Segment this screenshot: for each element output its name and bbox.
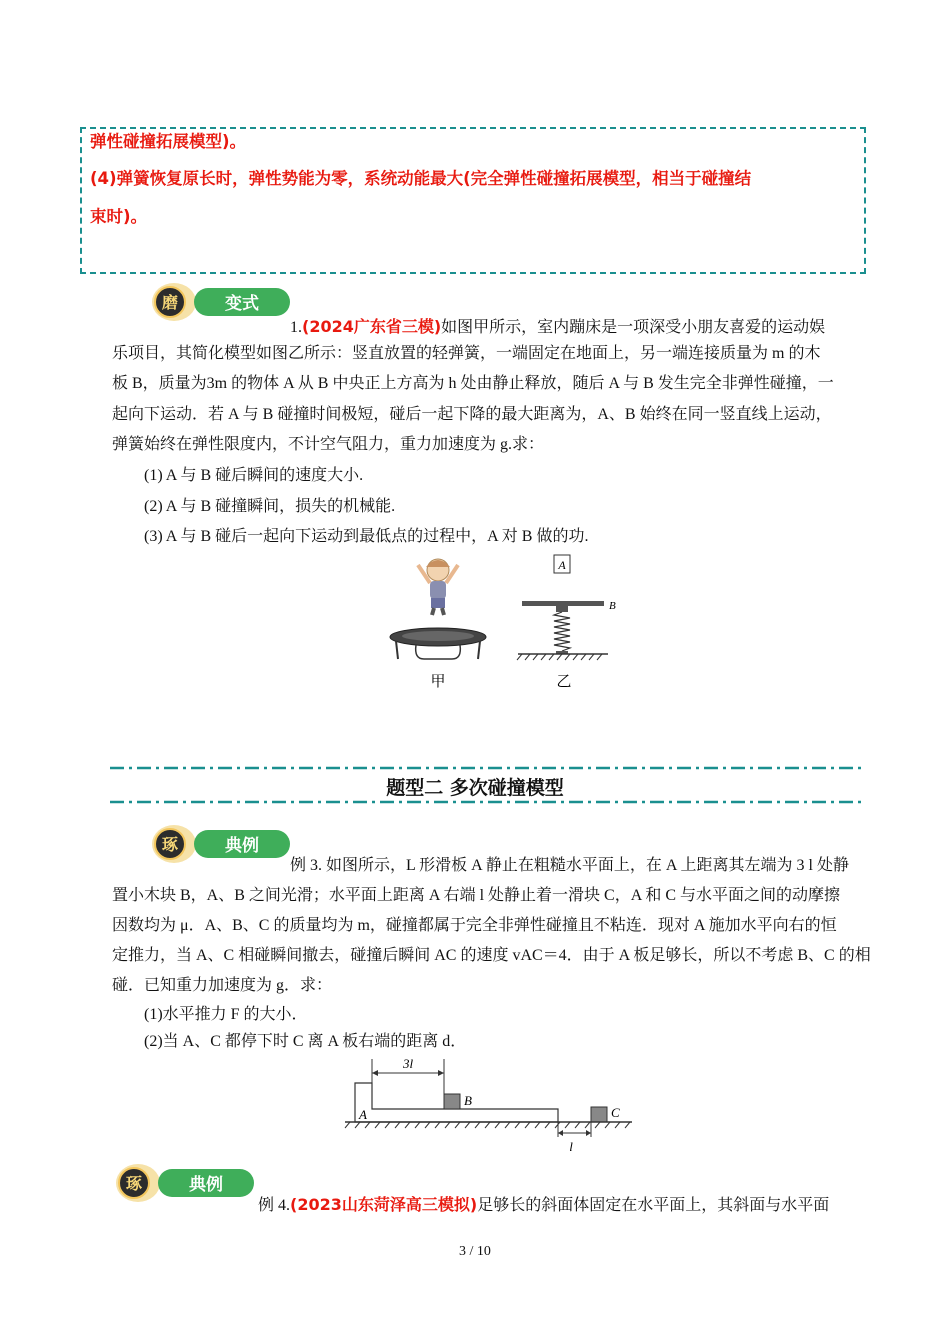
- figure-caption-jia: 甲: [430, 672, 446, 690]
- problem1-line2: 乐项目，其简化模型如图乙所示：竖直放置的轻弹簧，一端固定在地面上，另一端连接质量为 m 的木: [112, 345, 821, 362]
- problem1-line3: 板 B，质量为3m 的物体 A 从 B 中央正上方高为 h 处由静止释放，随后 A 与 B 发生完全非弹性碰撞，一: [112, 375, 834, 392]
- problem1-line1: [290, 317, 825, 338]
- example3-line3: 因数均为 μ．A、B、C 的质量均为 m，碰撞都属于完全非弹性碰撞且不粘连．现对 A 施加水平向右的恒: [112, 917, 837, 934]
- problem1-q1: (1) A 与 B 碰后瞬间的速度大小.: [144, 467, 364, 484]
- summary-line-3: 束时)。: [90, 207, 148, 226]
- block-A-label: A: [558, 558, 566, 572]
- example3-q2: (2)当 A、C 都停下时 C 离 A 板右端的距离 d．: [144, 1033, 467, 1050]
- badge-icon-char: 琢: [161, 835, 179, 854]
- summary-line-1: 弹性碰撞拓展模型)。: [90, 132, 247, 151]
- example4-source: (2023山东菏泽高三模拟): [290, 1195, 478, 1214]
- dim-3l-label: 3l: [402, 1056, 414, 1071]
- example4-line1: [258, 1195, 829, 1216]
- example-badge-2: [112, 1163, 257, 1203]
- spring-figure: [512, 553, 622, 693]
- example4-text: 足够长的斜面体固定在水平面上，其斜面与水平面: [477, 1197, 830, 1214]
- example4-prefix: 例 4.: [258, 1197, 291, 1214]
- example3-line1: 例 3. 如图所示，L 形滑板 A 静止在粗糙水平面上，在 A 上距离其左端为 3 l 处静: [290, 857, 849, 874]
- block-B-label: B: [464, 1093, 472, 1108]
- badge-label: 变式: [225, 294, 259, 314]
- problem1-line5: 弹簧始终在弹性限度内，不计空气阻力，重力加速度为 g.求：: [112, 436, 545, 453]
- sliding-plate-figure: [340, 1055, 640, 1155]
- problem1-q3: (3) A 与 B 碰后一起向下运动到最低点的过程中，A 对 B 做的功.: [144, 528, 589, 545]
- problem1-q2: (2) A 与 B 碰撞瞬间，损失的机械能.: [144, 498, 396, 515]
- example3-q1: (1)水平推力 F 的大小．: [144, 1006, 308, 1023]
- dim-l-label: l: [569, 1139, 573, 1154]
- badge-label: 典例: [189, 1175, 223, 1195]
- problem1-line1-text: 如图甲所示，室内蹦床是一项深受小朋友喜爱的运动娱: [441, 319, 826, 336]
- section-title: 题型二 多次碰撞模型: [386, 777, 564, 799]
- badge-icon-char: 琢: [125, 1174, 143, 1193]
- page-number: 3 / 10: [459, 1244, 491, 1259]
- example-badge-1: [148, 824, 293, 864]
- plate-A-label: A: [359, 1107, 367, 1122]
- trampoline-figure: [388, 555, 498, 695]
- example3-line5: 碰．已知重力加速度为 g．求：: [112, 977, 333, 994]
- problem1-number: 1.: [290, 319, 302, 336]
- block-C-label: C: [611, 1105, 620, 1120]
- example3-line4: 定推力，当 A、C 相碰瞬间撤去，碰撞后瞬间 AC 的速度 vAC＝4．由于 A 板足够长，所以不考虑 B、C 的相: [112, 947, 871, 964]
- badge-icon-char: 磨: [161, 293, 179, 312]
- badge-label: 典例: [225, 836, 259, 856]
- plate-B-label: B: [609, 600, 616, 612]
- variant-badge: [148, 282, 293, 322]
- figure-caption-yi: 乙: [556, 672, 572, 690]
- problem1-source: (2024广东省三模): [302, 317, 442, 336]
- example3-line2: 置小木块 B，A、B 之间光滑；水平面上距离 A 右端 l 处静止着一滑块 C，A 和 C 与水平面之间的动摩擦: [112, 887, 841, 904]
- problem1-line4: 起向下运动．若 A 与 B 碰撞时间极短，碰后一起下降的最大距离为，A、B 始终在同一竖直线上运动，: [112, 406, 832, 423]
- summary-line-2: (4)弹簧恢复原长时，弹性势能为零，系统动能最大(完全弹性碰撞拓展模型，相当于碰撞结: [90, 169, 752, 188]
